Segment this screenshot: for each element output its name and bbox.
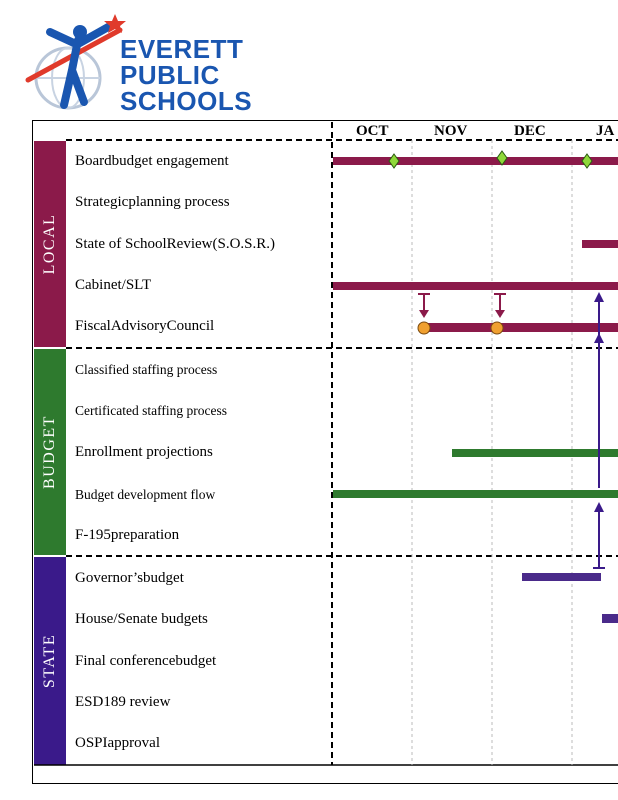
row-fiscal-advisory-council: FiscalAdvisoryCouncil — [75, 318, 215, 334]
row-ospi-approval: OSPIapproval — [75, 735, 160, 751]
bar-fiscal-advisory-council — [424, 323, 618, 332]
bar-cabinet-slt — [333, 282, 618, 290]
bar-governors-budget — [522, 573, 601, 581]
row-cabinet-slt: Cabinet/SLT — [75, 277, 152, 293]
logo-line-3: SCHOOLS — [120, 86, 253, 116]
month-nov: NOV — [434, 123, 468, 139]
section-local-label: LOCAL — [41, 213, 58, 275]
milestone-circle — [418, 322, 430, 334]
arrow-up-icon — [594, 333, 604, 343]
section-state-label: STATE — [41, 633, 58, 689]
row-board-budget-engagement: Boardbudget engagement — [75, 153, 229, 169]
row-final-conference-budget: Final conferencebudget — [75, 653, 217, 669]
row-strategic-planning: Strategicplanning process — [75, 194, 230, 210]
milestone-circle — [491, 322, 503, 334]
row-f195-preparation: F-195preparation — [75, 527, 180, 543]
month-oct: OCT — [356, 123, 389, 139]
milestone-diamond — [389, 154, 399, 168]
arrow-up-icon — [594, 502, 604, 512]
logo-line-2: PUBLIC — [120, 60, 220, 90]
arrow-down-icon — [419, 310, 429, 318]
row-house-senate-budgets: House/Senate budgets — [75, 611, 208, 627]
row-esd189-review: ESD189 review — [75, 694, 171, 710]
row-budget-development-flow: Budget development flow — [75, 487, 216, 502]
row-certificated-staffing: Certificated staffing process — [75, 403, 227, 418]
bar-board-budget-engagement — [333, 157, 618, 165]
row-sosr: State of SchoolReview(S.O.S.R.) — [75, 236, 275, 252]
milestone-diamond — [582, 154, 592, 168]
row-governors-budget: Governor’sbudget — [75, 570, 184, 586]
section-budget-label: BUDGET — [41, 415, 58, 489]
bar-house-senate — [602, 614, 618, 623]
bar-budget-development-flow — [333, 490, 618, 498]
month-jan: JA — [596, 123, 615, 139]
row-classified-staffing: Classified staffing process — [75, 362, 218, 377]
arrow-up-icon — [594, 292, 604, 302]
row-enrollment-projections: Enrollment projections — [75, 444, 213, 460]
logo-line-1: EVERETT — [120, 34, 244, 64]
month-dec: DEC — [514, 123, 546, 139]
bar-enrollment-projections — [452, 449, 618, 457]
arrow-down-icon — [495, 310, 505, 318]
bar-sosr — [582, 240, 618, 248]
